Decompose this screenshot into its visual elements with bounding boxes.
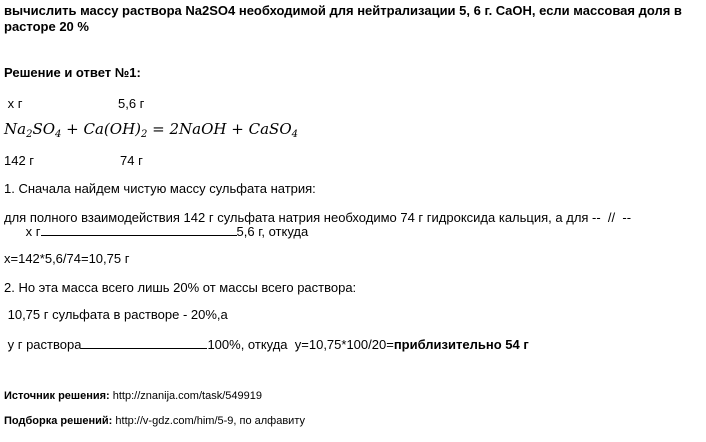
selection-label: Подборка решений: bbox=[4, 415, 113, 427]
mass-label-142: 142 г bbox=[4, 153, 35, 168]
equation-sub-2: 2 bbox=[26, 129, 33, 140]
selection-link[interactable]: http://v-gdz.com/him/5-9, по алфавиту bbox=[115, 415, 305, 427]
step-2-calculation: 100%, откуда у=10,75*100/20= bbox=[207, 337, 394, 352]
step-1-heading: 1. Сначала найдем чистую массу сульфата натрия: bbox=[4, 181, 316, 196]
equation-caso: CaSO bbox=[248, 120, 292, 138]
step-1-line-2 bbox=[4, 223, 308, 240]
step-2-line-1: 10,75 г сульфата в растворе - 20%,а bbox=[4, 307, 228, 322]
source-link[interactable]: http://znanija.com/task/549919 bbox=[112, 390, 262, 402]
equation-caoh: Ca(OH) bbox=[83, 120, 142, 138]
selection-line bbox=[4, 414, 305, 428]
mass-label-5-6: 5,6 г bbox=[118, 96, 145, 111]
equation-so: SO bbox=[32, 120, 56, 138]
proportion-underline bbox=[41, 223, 237, 236]
source-label: Источник решения: bbox=[4, 390, 110, 402]
step-1-line-2-end: 5,6 г, откуда bbox=[236, 224, 309, 239]
final-answer: приблизительно 54 г bbox=[393, 337, 529, 352]
equation-sub-4: 4 bbox=[55, 129, 62, 140]
solution-heading: Решение и ответ №1: bbox=[4, 65, 141, 80]
equation-plus-1: + bbox=[61, 120, 84, 138]
equation-sub-caso: 4 bbox=[291, 129, 298, 140]
equation-naoh: 2NaOH bbox=[169, 120, 227, 138]
equation-na: Na bbox=[4, 120, 27, 138]
equation-plus-2: + bbox=[226, 120, 249, 138]
question-text: вычислить массу раствора Na2SO4 необходимой для нейтрализации 5, 6 г. CaOH, если массовая доля в расторе 20 % bbox=[4, 3, 682, 34]
step-2-y-label: у г раствора bbox=[4, 337, 82, 352]
mass-label-74: 74 г bbox=[120, 153, 143, 168]
step-2-heading: 2. Но эта масса всего лишь 20% от массы всего раствора: bbox=[4, 280, 357, 295]
source-line bbox=[4, 389, 262, 403]
step-1-line-1: для полного взаимодействия 142 г сульфата натрия необходимо 74 г гидроксида кальция, а для -- // -- bbox=[4, 210, 632, 225]
proportion-underline-2 bbox=[81, 336, 207, 349]
step-2-line-2 bbox=[4, 336, 529, 353]
reaction-equation bbox=[4, 120, 298, 138]
step-1-x-label: х г bbox=[4, 224, 41, 239]
equation-sub-caoh: 2 bbox=[141, 129, 148, 140]
step-1-result: x=142*5,6/74=10,75 г bbox=[4, 251, 130, 266]
mass-label-x: x г bbox=[4, 96, 23, 111]
equation-equals: = bbox=[147, 120, 170, 138]
